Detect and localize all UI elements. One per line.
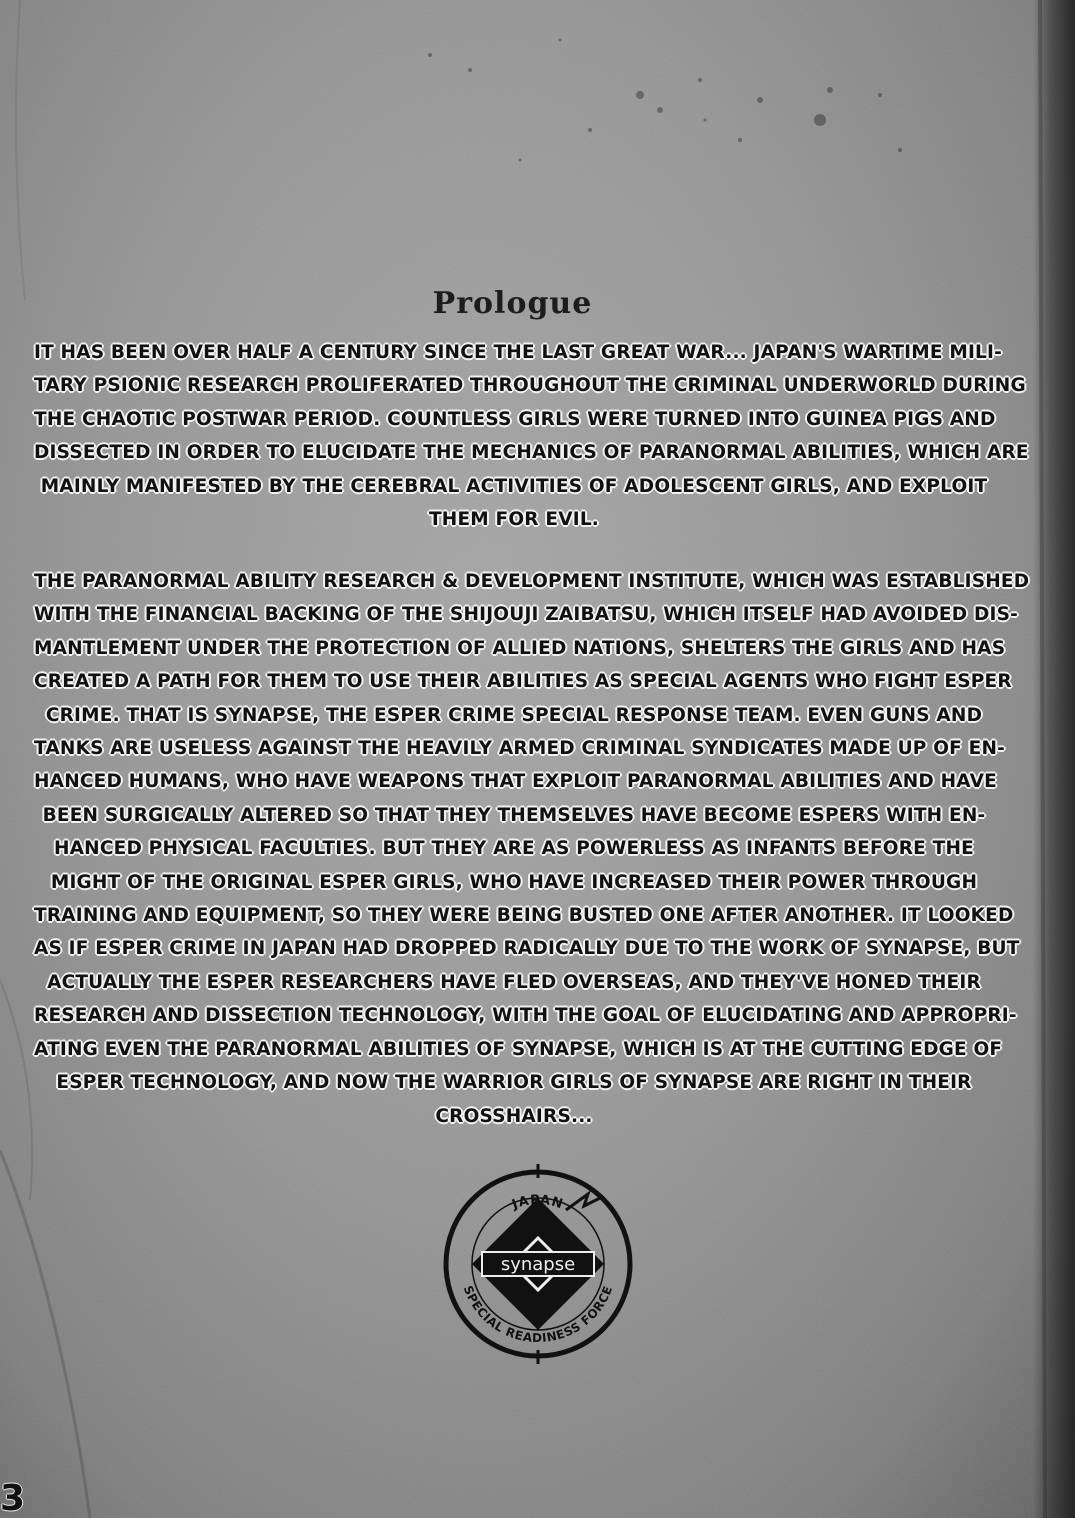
text-line: CRIME. THAT IS SYNAPSE, THE ESPER CRIME SPECIAL RESPONSE TEAM. EVEN GUNS AND: [45, 704, 983, 726]
text-line: TARY PSIONIC RESEARCH PROLIFERATED THROUGHOUT THE CRIMINAL UNDERWORLD DURING: [34, 375, 1026, 397]
text-line: BEEN SURGICALLY ALTERED SO THAT THEY THEMSELVES HAVE BECOME ESPERS WITH EN-: [42, 804, 986, 826]
text-line: MANTLEMENT UNDER THE PROTECTION OF ALLIED NATIONS, SHELTERS THE GIRLS AND HAS: [34, 637, 1006, 659]
text-line: ACTUALLY THE ESPER RESEARCHERS HAVE FLED OVERSEAS, AND THEY'VE HONED THEIR: [47, 971, 981, 993]
text-line: THE PARANORMAL ABILITY RESEARCH & DEVELOPMENT INSTITUTE, WHICH WAS ESTABLISHED: [34, 571, 1030, 592]
page-title: Prologue: [432, 286, 593, 321]
text-line: CREATED A PATH FOR THEM TO USE THEIR ABILITIES AS SPECIAL AGENTS WHO FIGHT ESPER: [34, 671, 1012, 693]
seal-top-text: JAPAN: [510, 1192, 566, 1213]
text-line: THE CHAOTIC POSTWAR PERIOD. COUNTLESS GIRLS WERE TURNED INTO GUINEA PIGS AND: [34, 408, 996, 430]
text-line: IT HAS BEEN OVER HALF A CENTURY SINCE THE LAST GREAT WAR... JAPAN'S WARTIME MILI-: [34, 342, 1002, 363]
seal-bottom-text: SPECIAL READINESS FORCE: [460, 1283, 616, 1346]
text-line: MIGHT OF THE ORIGINAL ESPER GIRLS, WHO HAVE INCREASED THEIR POWER THROUGH: [50, 871, 978, 893]
text-line: TANKS ARE USELESS AGAINST THE HEAVILY ARMED CRIMINAL SYNDICATES MADE UP OF EN-: [34, 738, 1006, 760]
text-line: DISSECTED IN ORDER TO ELUCIDATE THE MECHANICS OF PARANORMAL ABILITIES, WHICH ARE: [34, 442, 1029, 464]
synapse-seal-logo: [438, 1164, 638, 1364]
text-line: HANCED PHYSICAL FACULTIES. BUT THEY ARE AS POWERLESS AS INFANTS BEFORE THE: [53, 838, 974, 860]
text-line: ESPER TECHNOLOGY, AND NOW THE WARRIOR GIRLS OF SYNAPSE ARE RIGHT IN THEIR: [56, 1072, 972, 1094]
paragraph-2: [34, 565, 1030, 1133]
text-line: HANCED HUMANS, WHO HAVE WEAPONS THAT EXPLOIT PARANORMAL ABILITIES AND HAVE: [34, 771, 997, 793]
text-line: TRAINING AND EQUIPMENT, SO THEY WERE BEING BUSTED ONE AFTER ANOTHER. IT LOOKED: [34, 905, 1014, 927]
text-line: RESEARCH AND DISSECTION TECHNOLOGY, WITH THE GOAL OF ELUCIDATING AND APPROPRI-: [34, 1005, 1017, 1027]
page-number: 3: [0, 1478, 26, 1518]
text-line: AS IF ESPER CRIME IN JAPAN HAD DROPPED RADICALLY DUE TO THE WORK OF SYNAPSE, BUT: [34, 938, 1020, 960]
text-line: MAINLY MANIFESTED BY THE CEREBRAL ACTIVITIES OF ADOLESCENT GIRLS, AND EXPLOIT: [40, 475, 988, 497]
seal-center-text: synapse: [500, 1254, 576, 1275]
paragraph-1: [34, 336, 1029, 536]
text-line: THEM FOR EVIL.: [428, 509, 600, 531]
text-line: ATING EVEN THE PARANORMAL ABILITIES OF SYNAPSE, WHICH IS AT THE CUTTING EDGE OF: [34, 1038, 1003, 1060]
text-line: CROSSHAIRS...: [435, 1105, 593, 1127]
text-line: WITH THE FINANCIAL BACKING OF THE SHIJOUJI ZAIBATSU, WHICH ITSELF HAD AVOIDED DIS-: [34, 604, 1018, 626]
page-edge-shadow: [1033, 0, 1075, 1518]
